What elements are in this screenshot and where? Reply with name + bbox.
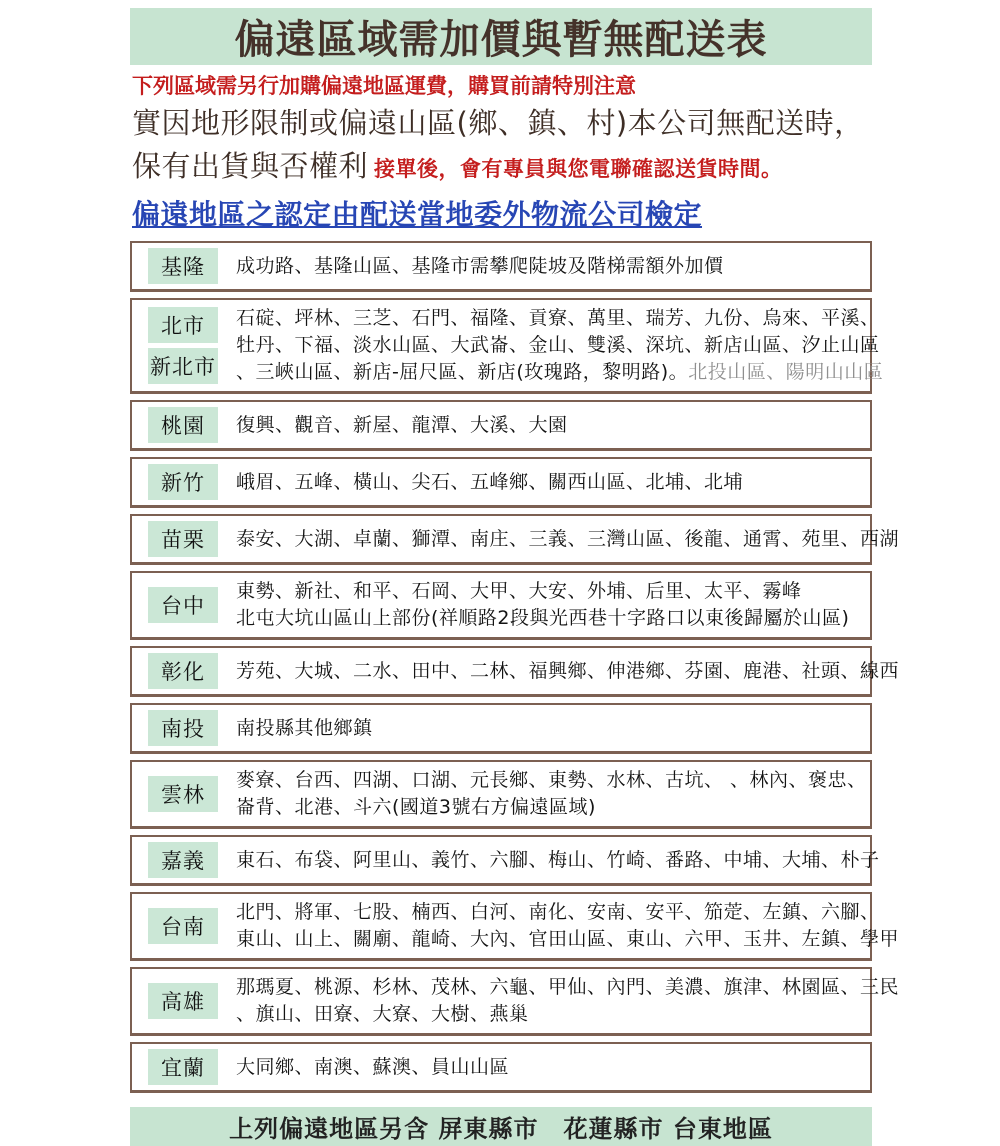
- region-label: 嘉義: [148, 842, 218, 878]
- region-areas-segment: 麥寮、台西、四湖、口湖、元長鄉、東勢、水林、古坑、 、林內、褒忠、: [236, 769, 867, 791]
- intro-line-1: 實因地形限制或偏遠山區(鄉、鎮、村)本公司無配送時，: [132, 106, 864, 140]
- region-areas-line: [236, 1001, 899, 1028]
- region-areas: [236, 526, 899, 553]
- region-areas: [236, 412, 864, 439]
- table-row: [130, 703, 872, 754]
- region-areas-segment: 復興、觀音、新屋、龍潭、大溪、大園: [236, 413, 568, 436]
- region-areas-segment: 泰安、大湖、卓蘭、獅潭、南庄、三義、三灣山區、後龍、通霄、苑里、西湖: [236, 527, 900, 550]
- title-banner: [130, 8, 872, 65]
- region-areas-line: [236, 605, 864, 632]
- table-row: [130, 241, 872, 292]
- region-areas-line: [236, 469, 864, 496]
- region-label: 彰化: [148, 653, 218, 689]
- intro-line-2-main: 保有出貨與否權利: [132, 149, 369, 183]
- region-areas-line: [236, 767, 867, 794]
- footer-banner: [130, 1107, 872, 1146]
- region-areas-muted-segment: 北投山區、陽明山山區: [688, 361, 884, 383]
- table-row: [130, 298, 884, 394]
- region-areas-segment: 東山、山上、關廟、龍崎、大內、官田山區、東山、六甲、玉井、左鎮、學甲: [236, 928, 900, 950]
- region-label: 高雄: [148, 983, 218, 1019]
- region-label-column: [148, 248, 218, 284]
- region-areas-segment: 北門、將軍、七股、楠西、白河、南化、安南、安平、笳萣、左鎮、六腳、: [236, 901, 880, 923]
- region-label: 基隆: [148, 248, 218, 284]
- region-label: 苗栗: [148, 521, 218, 557]
- region-areas-line: [236, 974, 899, 1001]
- region-areas: [236, 1054, 864, 1081]
- table-row: [130, 400, 872, 451]
- region-label-column: [148, 1049, 218, 1085]
- region-areas: [236, 578, 864, 632]
- region-areas: [236, 305, 883, 386]
- region-label-column: [148, 407, 218, 443]
- region-areas-line: [236, 658, 899, 685]
- page-title: 偏遠區域需加價與暫無配送表: [234, 17, 768, 63]
- region-areas-line: [236, 794, 867, 821]
- table-row: [130, 514, 900, 565]
- table-row: [130, 760, 872, 829]
- region-areas: [236, 847, 880, 874]
- red-notice-line: 下列區域需另行加購偏遠地區運費，購買前請特別注意: [132, 73, 636, 98]
- region-areas: [236, 658, 899, 685]
- region-label-column: [148, 653, 218, 689]
- table-row: [130, 646, 900, 697]
- region-areas-segment: 牡丹、下福、淡水山區、大武崙、金山、雙溪、深坑、新店山區、汐止山區: [236, 334, 880, 356]
- region-areas-line: [236, 578, 864, 605]
- table-row: [130, 571, 872, 640]
- region-areas-segment: 東勢、新社、和平、石岡、大甲、大安、外埔、后里、太平、霧峰: [236, 580, 802, 602]
- region-label-column: [148, 710, 218, 746]
- region-areas-segment: 石碇、坪林、三芝、石門、福隆、貢寮、萬里、瑞芳、九份、烏來、平溪、: [236, 307, 880, 329]
- region-label-column: [148, 464, 218, 500]
- region-label-column: [148, 521, 218, 557]
- table-row: [130, 835, 880, 886]
- region-areas-line: [236, 305, 883, 332]
- region-areas: [236, 767, 867, 821]
- region-areas-line: [236, 332, 883, 359]
- region-label: 新竹: [148, 464, 218, 500]
- region-label: 宜蘭: [148, 1049, 218, 1085]
- region-areas-segment: 芳苑、大城、二水、田中、二林、福興鄉、伸港鄉、芬園、鹿港、社頭、線西: [236, 659, 900, 682]
- intro-line-2-red-note: 接單後，會有專員與您電聯確認送貨時間。: [374, 156, 783, 181]
- blue-subheading: 偏遠地區之認定由配送當地委外物流公司檢定: [132, 198, 703, 231]
- region-areas: [236, 974, 899, 1028]
- region-label-column: [148, 307, 218, 384]
- region-areas-line: [236, 926, 899, 953]
- intro-line-2: [132, 146, 872, 189]
- region-areas-segment: 崙背、北港、斗六(國道3號右方偏遠區域): [236, 796, 596, 818]
- region-areas-line: [236, 899, 899, 926]
- region-table: [130, 241, 900, 1093]
- region-areas-segment: 南投縣其他鄉鎮: [236, 716, 373, 739]
- region-label: 南投: [148, 710, 218, 746]
- table-row: [130, 457, 872, 508]
- table-row: [130, 1042, 872, 1093]
- region-areas-line: [236, 253, 864, 280]
- region-areas: [236, 253, 864, 280]
- region-label-column: [148, 587, 218, 623]
- region-areas-segment: 大同鄉、南澳、蘇澳、員山山區: [236, 1055, 510, 1078]
- region-areas-line: [236, 1054, 864, 1081]
- region-areas: [236, 469, 864, 496]
- region-label-column: [148, 776, 218, 812]
- region-areas-line: [236, 847, 880, 874]
- region-areas-segment: 成功路、基隆山區、基隆市需攀爬陡坡及階梯需額外加價: [236, 254, 724, 277]
- region-label: 台中: [148, 587, 218, 623]
- region-areas-segment: 、旗山、田寮、大寮、大樹、燕巢: [236, 1003, 529, 1025]
- region-label-column: [148, 908, 218, 944]
- table-row: [130, 967, 900, 1036]
- region-label: 北市: [148, 307, 218, 343]
- region-label: 桃園: [148, 407, 218, 443]
- region-label: 新北市: [148, 348, 218, 384]
- table-row: [130, 892, 900, 961]
- region-areas: [236, 715, 864, 742]
- footer-text: 上列偏遠地區另含 屏東縣市 花蓮縣市 台東地區: [229, 1115, 773, 1143]
- region-areas-segment: 那瑪夏、桃源、杉林、茂林、六龜、甲仙、內門、美濃、旗津、林園區、三民: [236, 976, 900, 998]
- region-areas-segment: 、三峽山區、新店-屈尺區、新店(玫瑰路，黎明路)。: [236, 361, 689, 383]
- region-label-column: [148, 983, 218, 1019]
- region-areas: [236, 899, 899, 953]
- region-areas-segment: 峨眉、五峰、橫山、尖石、五峰鄉、關西山區、北埔、北埔: [236, 470, 744, 493]
- region-areas-line: [236, 412, 864, 439]
- region-label: 台南: [148, 908, 218, 944]
- region-areas-segment: 北屯大坑山區山上部份(祥順路2段與光西巷十字路口以東後歸屬於山區): [236, 607, 850, 629]
- region-label: 雲林: [148, 776, 218, 812]
- region-areas-line: [236, 715, 864, 742]
- region-areas-line: [236, 359, 883, 386]
- shipping-notice-page: [130, 8, 900, 1146]
- region-label-column: [148, 842, 218, 878]
- region-areas-segment: 東石、布袋、阿里山、義竹、六腳、梅山、竹崎、番路、中埔、大埔、朴子: [236, 848, 880, 871]
- region-areas-line: [236, 526, 899, 553]
